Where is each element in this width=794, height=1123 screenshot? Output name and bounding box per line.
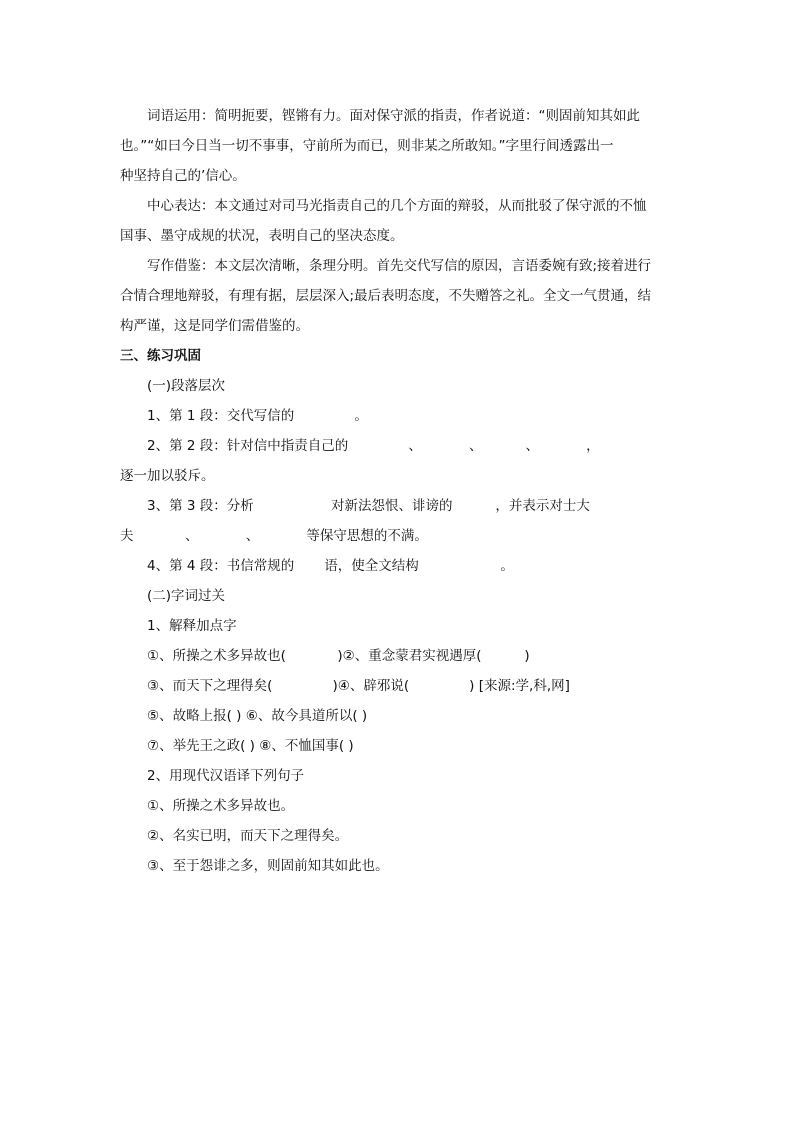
- paragraph-writing-line: 合情合理地辩驳，有理有据，层层深入;最后表明态度，不失赠答之礼。全文一气贯通，结: [120, 288, 652, 304]
- part2-item: ①、所操之术多异故也( )②、重念蒙君实视遇厚( ): [147, 648, 530, 664]
- part1-item: 夫 、 、 等保守思想的不满。: [120, 528, 428, 544]
- part2-item: ③、而天下之理得矣( )④、辟邪说( ) [来源:学,科,网]: [147, 678, 570, 694]
- paragraph-writing-line: 构严谨，这是同学们需借鉴的。: [120, 318, 309, 334]
- part1-item: 1、第 1 段：交代写信的 。: [147, 408, 368, 424]
- section-heading: 三、练习巩固: [120, 348, 201, 364]
- part1-item: 2、第 2 段：针对信中指责自己的 、 、 、 ，: [147, 438, 600, 454]
- part2-item: ⑤、故略上报( ) ⑥、故今具道所以( ): [147, 708, 368, 724]
- paragraph-wording-line: 也。”“如曰今日当一切不事事，守前所为而已，则非某之所敢知。”字里行间透露出一: [120, 138, 614, 154]
- part1-item: 3、第 3 段：分析 对新法怨恨、诽谤的 ，并表示对士大: [147, 498, 590, 514]
- part2-item: ②、名实已明，而天下之理得矣。: [147, 828, 349, 844]
- part1-item: 逐一加以驳斥。: [120, 468, 215, 484]
- part1-item: 4、第 4 段：书信常规的 语，使全文结构 。: [147, 558, 514, 574]
- part2-heading: (二)字词过关: [147, 588, 226, 604]
- paragraph-center-line: 中心表达：本文通过对司马光指责自己的几个方面的辩驳，从而批驳了保守派的不恤: [147, 198, 647, 214]
- paragraph-writing-line: 写作借鉴：本文层次清晰，条理分明。首先交代写信的原因，言语委婉有致;接着进行: [147, 258, 652, 274]
- part2-item: ③、至于怨诽之多，则固前知其如此也。: [147, 858, 389, 874]
- part2-subheading: 2、用现代汉语译下列句子: [147, 768, 305, 784]
- part2-subheading: 1、解释加点字: [147, 618, 237, 634]
- part2-item: ⑦、举先王之政( ) ⑧、不恤国事( ): [147, 738, 354, 754]
- paragraph-wording-line: 种坚持自己的’信心。: [120, 168, 246, 184]
- part1-heading: (一)段落层次: [147, 378, 226, 394]
- paragraph-wording-line: 词语运用：简明扼要，铿锵有力。面对保守派的指责，作者说道：“则固前知其如此: [147, 108, 640, 124]
- paragraph-center-line: 国事、墨守成规的状况，表明自己的坚决态度。: [120, 228, 404, 244]
- part2-item: ①、所操之术多异故也。: [147, 798, 295, 814]
